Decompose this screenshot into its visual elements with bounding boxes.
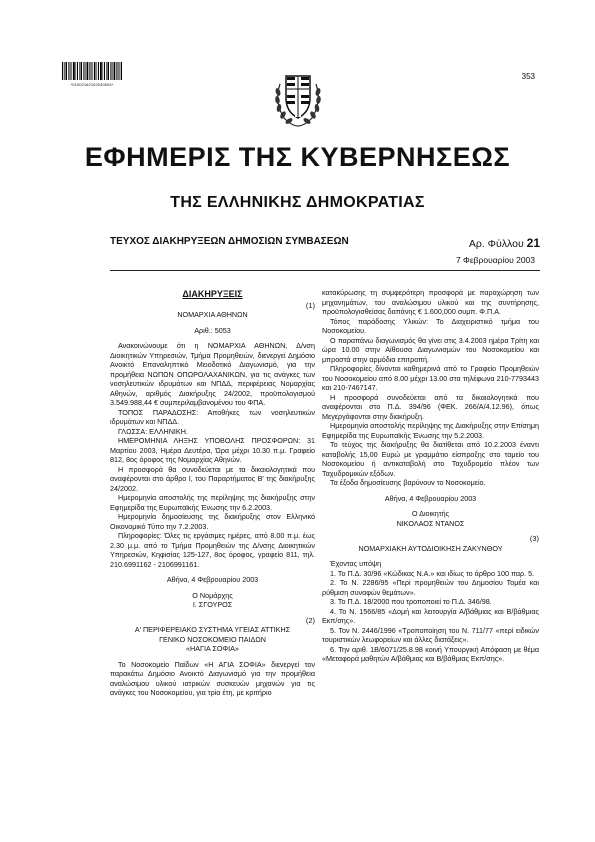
signer-name: Ι. ΣΓΟΥΡΟΣ [192, 600, 233, 609]
left-column [110, 288, 315, 698]
notice-authority: ΝΟΜΑΡΧΙΑ ΑΘΗΝΩΝ [177, 310, 248, 319]
list-item: 5. Τον Ν. 2446/1996 «Τροποποίηση του Ν. 711/77 «περί ειδικών τουριστικών λεωφορείων και άλλες διατάξεις». [322, 625, 539, 644]
notice-paragraph: ΤΟΠΟΣ ΠΑΡΑΔΟΣΗΣ: Αποθήκες των νοσηλευτικών ιδρυμάτων και ΝΠΔΔ. [110, 407, 315, 426]
signer-title: Ο Νομάρχης [192, 590, 233, 600]
list-item: 4. Το Ν. 1566/85 «Δομή και λειτουργία Α/βάθμιας και Β/βάθμιας Εκπ/σης». [322, 606, 539, 625]
notice-paragraph: Η προσφορά συνοδεύεται από τα δικαιολογητικά που αναφέρονται στο Π.Δ. 394/96 (ΦΕΚ. 266/Α/4.12.96), όπως Μεγεργάφονται στην διακήρυξη. [322, 392, 539, 421]
notice-number: (1) [305, 300, 315, 310]
list-item: 6. Την αριθ. 1Β/6071/25.8.98 κοινή Υπουργική Απόφαση με θέμα «Μεταφορά μαθητών Α/βάθμιας και Β/βάθμιας Εκπ/σης». [322, 644, 539, 663]
list-item: 2. Το Ν. 2286/95 «Περί προμηθειών του Δημοσίου Τομέα και ρύθμιση συναφών θεμάτων». [322, 578, 539, 597]
notice-authority: ΝΟΜΑΡΧΙΑΚΗ ΑΥΤΟΔΙΟΙΚΗΣΗ ΖΑΚΥΝΘΟΥ [358, 543, 503, 553]
gazette-title: ΕΦΗΜΕΡΙΣ ΤΗΣ ΚΥΒΕΡΝΗΣΕΩΣ [84, 142, 511, 172]
sheet-label: Αρ. Φύλλου [468, 238, 524, 250]
notice-authority: Α' ΠΕΡΙΦΕΡΕΙΑΚΟ ΣΥΣΤΗΜΑ ΥΓΕΙΑΣ ΑΤΤΙΚΗΣ [134, 625, 291, 634]
notice-paragraph: Ημερομηνία αποστολής περίληψης της Διακήρυξης στην Επίσημη Εφημερίδα της Ευρωπαϊκής Ένωσης την 5.2.2003. [322, 421, 539, 440]
notice-authority: ΓΕΝΙΚΟ ΝΟΣΟΚΟΜΕΙΟ ΠΑΙΔΩΝ [159, 634, 266, 644]
notice-number: (3) [529, 534, 539, 543]
header-divider [110, 270, 540, 271]
notice-paragraph: Πληροφορίες δίνονται καθημερινά από το Γραφείο Προμηθειών του Νοσοκομείου από 8.00 μέχρι 13.00 στα τηλέφωνα 210-7793443 και 210-7467147. [322, 364, 539, 392]
notice-reference: Αριθ.: 5053 [194, 325, 231, 335]
issue-date: 7 Φεβρουαρίου 2003 [455, 255, 535, 265]
notice-paragraph: Ημερομηνία δημοσίευσης της διακήρυξης στον Ελληνικό Οικονομικό Τύπο την 7.2.2003. [110, 512, 315, 531]
issue-type: ΤΕΥΧΟΣ ΔΙΑΚΗΡΥΞΕΩΝ ΔΗΜΟΣΙΩΝ ΣΥΜΒΑΣΕΩΝ [110, 236, 349, 247]
notice-paragraph: ΓΛΩΣΣΑ: ΕΛΛΗΝΙΚΗ. [118, 426, 188, 436]
list-item: 1. Το Π.Δ. 30/96 «Κώδικας Ν.Α.» και ιδίως το άρθρο 100 παρ. 5. [330, 568, 535, 578]
gazette-subtitle: ΤΗΣ ΕΛΛΗΝΙΚΗΣ ΔΗΜΟΚΡΑΤΙΑΣ [170, 194, 425, 211]
signer-title: Ο Διοικητής [411, 509, 450, 518]
section-heading: ΔΙΑΚΗΡΥΞΕΙΣ [182, 289, 243, 299]
place-date: Αθήνα, 4 Φεβρουαρίου 2003 [166, 575, 259, 584]
greek-coat-of-arms-icon [270, 66, 326, 130]
notice-paragraph: Ανακοινώνουμε ότι η ΝΟΜΑΡΧΙΑ ΑΘΗΝΩΝ, Δ/νση Διοικητικών Υπηρεσιών, Τμήμα Προμηθειών, διενεργεί Δημόσιο Ανοικτό Επαναληπτικό Μειοδοτικό Διαγωνισμό, για την προμήθεια ΝΩΠΩΝ ΟΠΩΡΟΛΑΧΑΝΙΚΩΝ, για τις ανάγκες των νοσηλευτικών ιδρυμάτων και ΝΠΔΔ, περιφέρειας Νομαρχίας Αθηνών, αριθμός Διακήρυξης 24/2002, προϋπολογισμού 3.549.988,44 € συμπεριλαμβανομένου του ΦΠΑ. [110, 341, 315, 407]
signer-name: ΝΙΚΟΛΑΟΣ ΝΤΑΝΟΣ [396, 518, 465, 528]
notice-authority: «ΗΑΓΙΑ ΣΟΦΙΑ» [186, 644, 239, 653]
sheet-info [469, 236, 540, 250]
barcode-caption: *01002162102030004* [70, 82, 114, 87]
notice-paragraph: Το Νοσοκομείο Παίδων «Η ΑΓΙΑ ΣΟΦΙΑ» διενεργεί τον παρακάτω Δημόσιο Ανοικτό Διαγωνισμό για την προμήθεια αναλώσιμου υλικού ιατρικών συσκευών μηχανών για τις ανάγκες του Νοσοκομείου, για τρία έτη, με κριτήριο [110, 659, 315, 697]
notice-paragraph: Πληροφορίες: Όλες τις εργάσιμες ημέρες, από 8.00 π.μ. έως 2.30 μ.μ. από το Τμήμα Προμηθειών της Δ/νσης Διοικητικών Υπηρεσιών, Κηφισίας 125-127, 8ος όροφος, γραφείο 811, τηλ. 210.6991162 - 2106991161. [110, 531, 315, 569]
notice-number: (2) [305, 615, 315, 625]
sheet-number: 21 [526, 236, 540, 250]
notice-paragraph: Τα έξοδα δημοσίευσης βαρύνουν το Νοσοκομείο. [330, 478, 486, 487]
notice-paragraph: Ο παραπάνω διαγωνισμός θα γίνει στις 3.4.2003 ημέρα Τρίτη και ώρα 10.00 στην Αίθουσα Διαγωνισμών του Νοσοκομείου και μπροστά στην αρμόδια επιτροπή. [322, 335, 539, 364]
notice-paragraph: Το τεύχος της διακήρυξης θα διατίθεται από 10.2.2003 έναντι καταβολής 15,00 Ευρώ με γραμμάτιο είσπραξης στο ταμείο του Νοσοκομείου ή αντικαταβολή στο Ταχυδρομείο πλέον των Ταχυδρομικών εξόδων. [322, 440, 539, 478]
list-item: 3. Το Π.Δ. 18/2000 που τροποποιεί το Π.Δ. 346/98. [330, 597, 492, 606]
right-column [322, 288, 539, 664]
notice-paragraph: Τόπος παράδοσης Υλικών: Το Διαχειριστικό τμήμα του Νοσοκομείου. [322, 316, 539, 335]
page-number: 353 [521, 72, 535, 81]
notice-intro: Έχοντας υπόψη [330, 559, 382, 568]
notice-paragraph: Ημερομηνία αποστολής της περίληψης της διακήρυξης στην Εφημερίδα της Ευρωπαϊκής Ένωσης την 6.2.2003. [110, 493, 315, 512]
barcode [62, 62, 122, 80]
notice-paragraph: κατακύρωσης τη συμφερότερη προσφορά με παραχώρηση των μηχανημάτων, του αναλώσιμου υλικού και της συντήρησης, προϋπολογισθείσας δαπάνης € 1.600,000 συμπ. Φ.Π.Α. [322, 288, 539, 316]
notice-paragraph: ΗΜΕΡΟΜΗΝΙΑ ΛΗΞΗΣ ΥΠΟΒΟΛΗΣ ΠΡΟΣΦΟΡΩΝ: 31 Μαρτίου 2003, Ημέρα Δευτέρα, Ώρα μέχρι 10.30 π.μ. Γραφείο 812, 8ος όροφος της Νομαρχίας Αθηνών. [110, 436, 315, 464]
place-date: Αθήνα, 4 Φεβρουαρίου 2003 [384, 493, 477, 503]
issue-line [110, 236, 540, 250]
notice-paragraph: Η προσφορά θα συνοδεύεται με τα δικαιολογητικά που αναφέρονται στο άρθρο Ι, του Παραρτήματος Β' της διακήρυξης 24/2002. [110, 464, 315, 493]
